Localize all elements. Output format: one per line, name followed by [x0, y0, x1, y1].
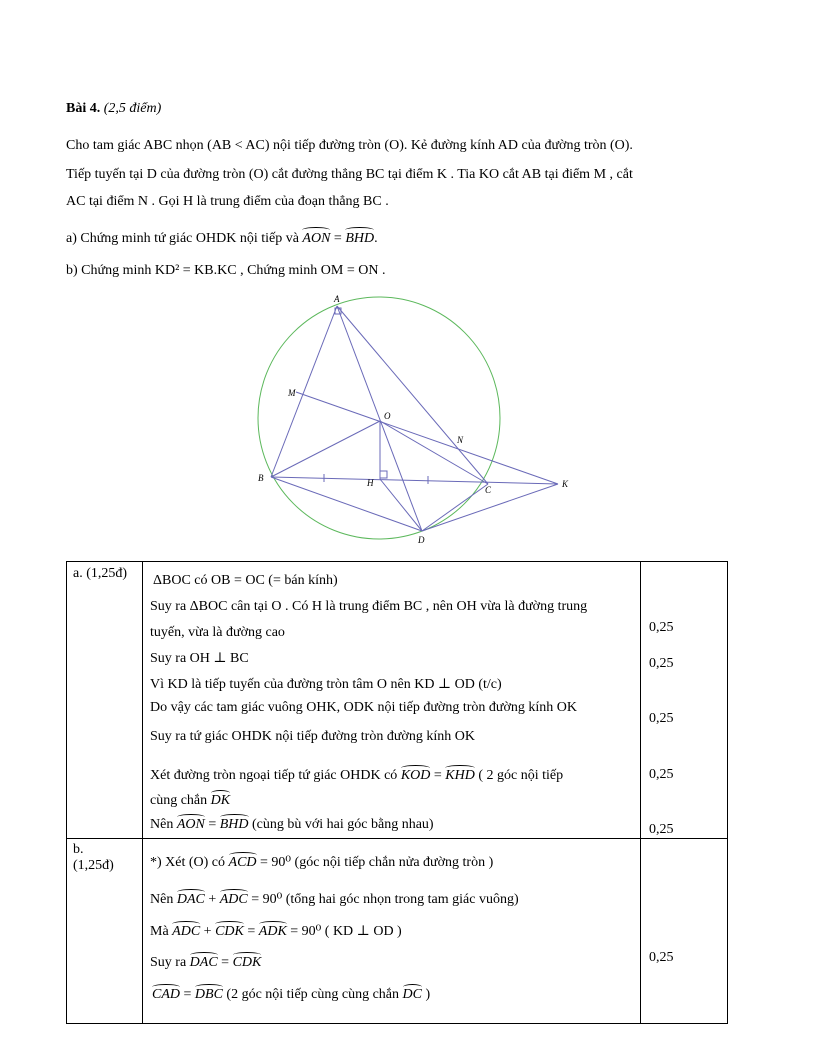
solution-table [66, 561, 728, 1024]
part-b-label-cell [67, 839, 143, 1024]
part-a-content-cell [143, 562, 641, 839]
part-b-line-1: *) Xét (O) có ACD = 90⁰ (góc nội tiếp chắn nửa đường tròn ) [150, 855, 494, 870]
label-k: K [562, 479, 569, 489]
part-a-point-2: 0,25 [649, 656, 674, 671]
label-a: A [334, 294, 340, 304]
part-a-line-7: Suy ra tứ giác OHDK nội tiếp đường tròn đường kính OK [150, 729, 475, 744]
solution-row-a [67, 562, 728, 839]
segment-bk [271, 477, 558, 484]
part-b-line-4: Suy ra DAC = CDK [150, 955, 262, 970]
label-d: D [418, 535, 425, 545]
part-b-points-cell [641, 839, 728, 1024]
angle-dbc: DBC [194, 987, 223, 1002]
part-a-line-4: Suy ra OH ⊥ BC [150, 651, 249, 666]
part-a-label-cell [67, 562, 143, 839]
angle-adc: ADC [219, 892, 248, 907]
segment-cd [422, 484, 488, 531]
part-a-line-10: Nên AON = BHD (cùng bù với hai góc bằng nhau) [150, 817, 434, 832]
segment-ab [271, 306, 337, 477]
angle-acd: ACD [228, 855, 257, 870]
part-a-line-3: tuyến, vừa là đường cao [150, 625, 285, 640]
part-b-point-1: 0,25 [649, 950, 674, 965]
part-b-line-3: Mà ADC + CDK = ADK = 90⁰ ( KD ⊥ OD ) [150, 924, 402, 939]
problem-title [66, 100, 756, 118]
angle-adc-2: ADC [172, 924, 201, 939]
label-b: B [258, 473, 264, 483]
angle-dac-2: DAC [189, 955, 218, 970]
part-b-line-5: CAD = DBC (2 góc nội tiếp cùng cùng chắn DC ) [152, 987, 431, 1002]
question-b: b) Chứng minh KD² = KB.KC , Chứng minh OM = ON . [66, 263, 386, 278]
geometry-figure [240, 290, 580, 550]
angle-bhd-2: BHD [219, 817, 249, 832]
part-a-point-3: 0,25 [649, 711, 674, 726]
angle-bhd: BHD [345, 231, 375, 246]
segment-ad [337, 306, 422, 531]
part-a-line-9: cùng chắn DK [150, 793, 231, 808]
right-angle-h [380, 471, 387, 478]
part-a-point-4: 0,25 [649, 767, 674, 782]
label-h: H [367, 478, 374, 488]
part-a-line-8: Xét đường tròn ngoại tiếp tứ giác OHDK có KOD = KHD ( 2 góc nội tiếp [150, 768, 564, 783]
angle-khd: KHD [445, 768, 475, 783]
part-b-label-2: (1,25đ) [73, 858, 114, 873]
segment-km [296, 392, 558, 484]
angle-cdk-2: CDK [232, 955, 262, 970]
problem-number: Bài 4. [66, 101, 101, 116]
part-a-line-6: Do vậy các tam giác vuông OHK, ODK nội tiếp đường tròn đường kính OK [150, 700, 577, 715]
part-b-line-2: Nên DAC + ADC = 90⁰ (tổng hai góc nhọn trong tam giác vuông) [150, 892, 519, 907]
part-a-point-1: 0,25 [649, 620, 674, 635]
part-a-line-2: Suy ra ΔBOC cân tại O . Có H là trung điểm BC , nên OH vừa là đường trung [150, 599, 588, 614]
arc-dc: DC [402, 987, 422, 1002]
label-m: M [288, 388, 296, 398]
part-b-label-1: b. [73, 842, 84, 857]
angle-kod: KOD [400, 768, 431, 783]
solution-row-b [67, 839, 728, 1024]
problem-text-line-2: Tiếp tuyến tại D của đường tròn (O) cắt đường thẳng BC tại điểm K . Tia KO cắt AB tại điểm M , cắt [66, 167, 633, 182]
angle-cdk: CDK [215, 924, 244, 939]
geometry-svg [240, 290, 580, 550]
segment-bo [271, 421, 380, 477]
angle-cad: CAD [152, 987, 180, 1002]
angle-aon-2: AON [176, 817, 205, 832]
part-a-line-5: Vì KD là tiếp tuyến của đường tròn tâm O nên KD ⊥ OD (t/c) [150, 677, 502, 692]
part-a-label: a. (1,25đ) [73, 566, 128, 581]
problem-text-line-3: AC tại điểm N . Gọi H là trung điểm của đoạn thẳng BC . [66, 194, 389, 209]
problem-text-line-1: Cho tam giác ABC nhọn (AB < AC) nội tiếp đường tròn (O). Kẻ đường kính AD của đường tròn (O). [66, 138, 633, 153]
angle-dac: DAC [176, 892, 205, 907]
question-a: a) Chứng minh tứ giác OHDK nội tiếp và AON = BHD. [66, 231, 378, 246]
arc-dk: DK [210, 793, 231, 808]
part-a-line-1: ΔBOC có OB = OC (= bán kính) [153, 573, 338, 588]
part-a-point-5: 0,25 [649, 822, 674, 837]
angle-adk: ADK [258, 924, 287, 939]
problem-points: (2,5 điểm) [103, 101, 162, 116]
part-a-points-cell [641, 562, 728, 839]
label-n: N [457, 435, 464, 445]
label-o: O [384, 411, 391, 421]
label-c: C [485, 485, 492, 495]
segment-oc [380, 421, 488, 484]
angle-aon: AON [302, 231, 331, 246]
part-b-content-cell [143, 839, 641, 1024]
